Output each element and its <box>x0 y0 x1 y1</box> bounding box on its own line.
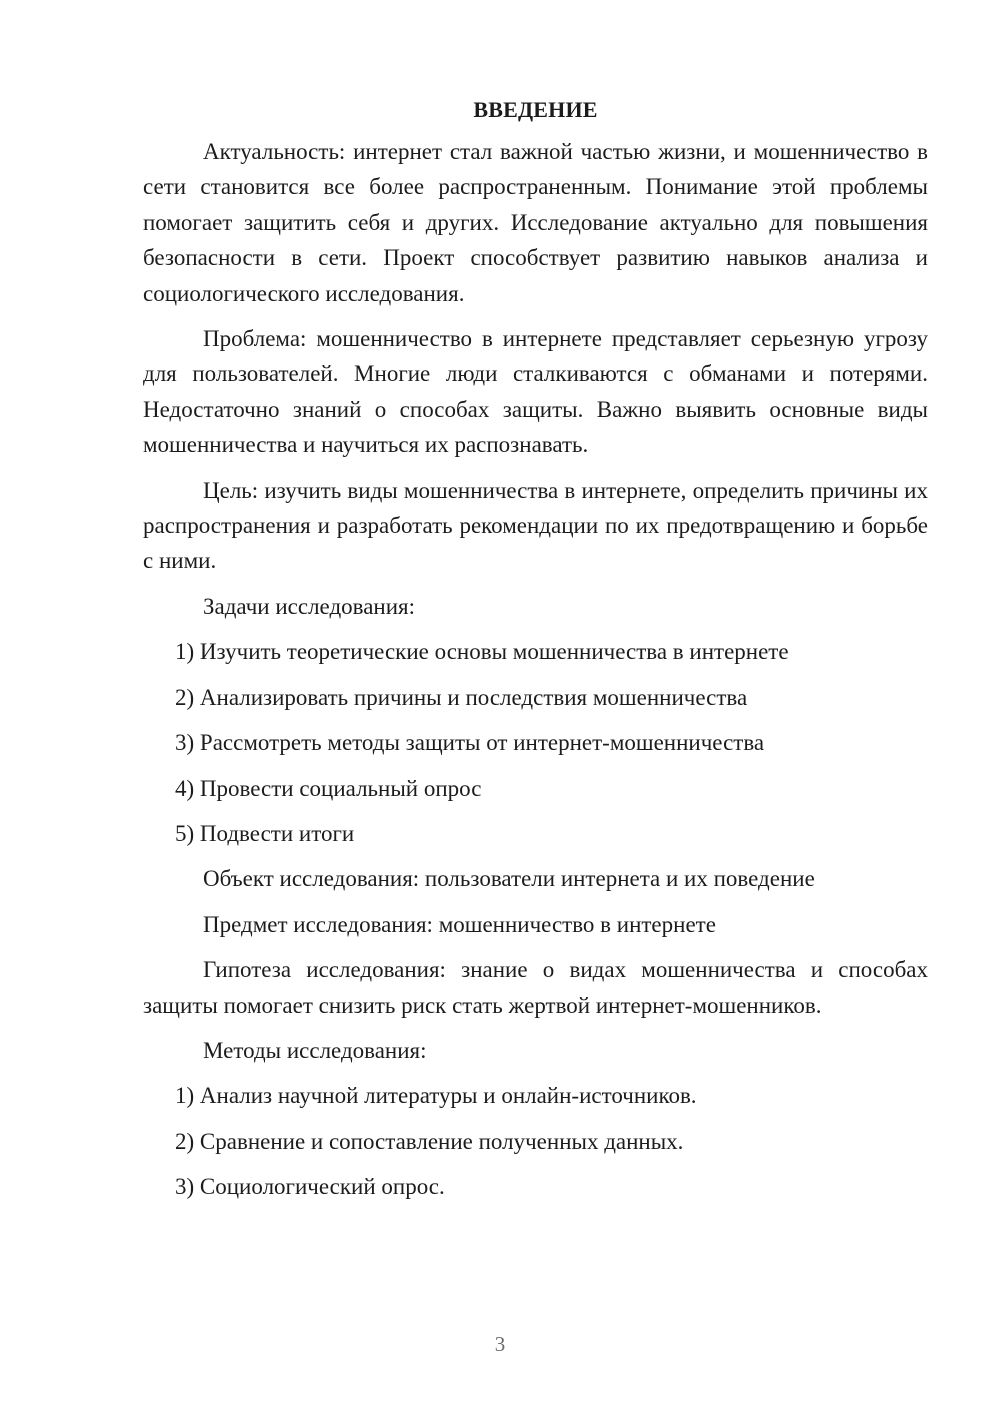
task-item: 4) Провести социальный опрос <box>175 775 482 801</box>
research-object: Объект исследования: пользователи интернета и их поведение <box>203 866 815 892</box>
problem-paragraph: Проблема: мошенничество в интернете представляет серьезную угрозу для пользователей. Многие люди сталкиваются с обманами и потерями. Недостаточно знаний о способах защиты. Важно выявить основные виды мошенничества и научиться их распознавать. <box>143 326 928 458</box>
page-content <box>143 94 928 1215</box>
relevance-paragraph: Актуальность: интернет стал важной частью жизни, и мошенничество в сети становится все более распространенным. Понимание этой проблемы помогает защитить себя и других. Исследование актуально для повышения безопасности в сети. Проект способствует развитию навыков анализа и социологического исследования. <box>143 139 928 306</box>
method-item: 2) Сравнение и сопоставление полученных данных. <box>175 1128 684 1154</box>
method-item: 3) Социологический опрос. <box>175 1174 445 1200</box>
method-item: 1) Анализ научной литературы и онлайн-источников. <box>175 1083 697 1109</box>
page-title: ВВЕДЕНИЕ <box>473 97 598 122</box>
task-item: 3) Рассмотреть методы защиты от интернет-мошенничества <box>175 730 765 756</box>
methods-heading: Методы исследования: <box>203 1037 427 1063</box>
goal-paragraph: Цель: изучить виды мошенничества в интернете, определить причины их распространения и разработать рекомендации по их предотвращению и борьбе с ними. <box>143 477 928 574</box>
task-item: 5) Подвести итоги <box>175 820 355 846</box>
task-item: 1) Изучить теоретические основы мошенничества в интернете <box>175 639 789 665</box>
tasks-heading: Задачи исследования: <box>203 593 416 619</box>
task-item: 2) Анализировать причины и последствия мошенничества <box>175 684 748 710</box>
research-subject: Предмет исследования: мошенничество в интернете <box>203 911 716 937</box>
hypothesis-paragraph: Гипотеза исследования: знание о видах мошенничества и способах защиты помогает снизить риск стать жертвой интернет-мошенников. <box>143 957 928 1018</box>
page-number: 3 <box>494 1332 506 1356</box>
